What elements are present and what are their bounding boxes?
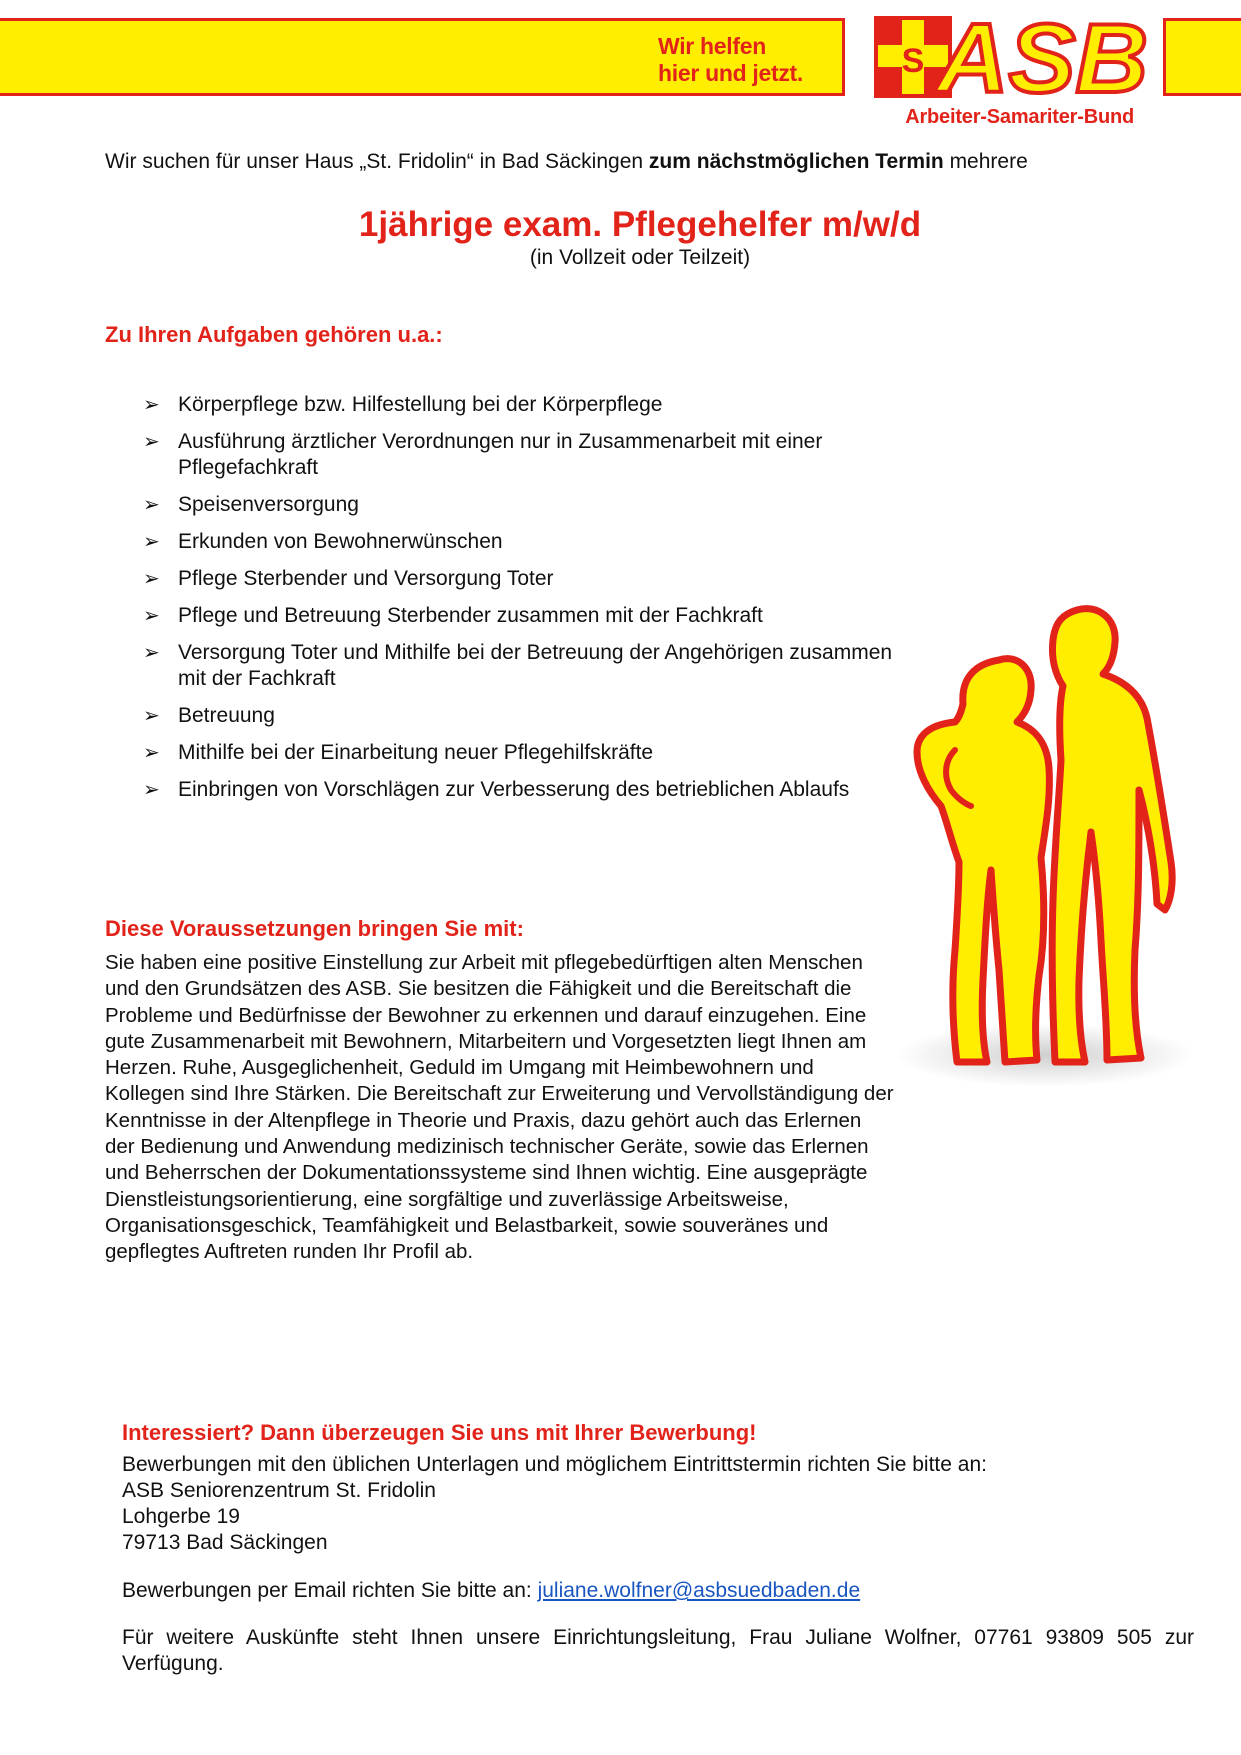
task-item [143,429,923,481]
header-yellow-bar-right [1163,18,1241,96]
tasks-heading: Zu Ihren Aufgaben gehören u.a.: [105,322,443,347]
task-text: Versorgung Toter und Mithilfe bei der Betreuung der Angehörigen zusammen mit der Fachkraft [178,641,893,690]
intro-part-2: mehrere [943,150,1028,173]
arrow-bullet-icon: ➢ [143,779,160,801]
intro-text [105,150,1028,174]
email-prefix: Bewerbungen per Email richten Sie bitte an: [122,1579,538,1602]
task-text: Mithilfe bei der Einarbeitung neuer Pflegehilfskräfte [178,741,654,764]
contact-line-1: Bewerbungen mit den üblichen Unterlagen und möglichem Eintrittstermin richten Sie bitte an: [122,1453,987,1476]
slogan-line-2: hier und jetzt. [658,60,804,86]
arrow-bullet-icon: ➢ [143,531,160,553]
task-item [143,640,923,692]
contact-heading: Interessiert? Dann überzeugen Sie uns mit Ihrer Bewerbung! [122,1420,757,1445]
task-item [143,566,923,592]
arrow-bullet-icon: ➢ [143,705,160,727]
contact-email-line [122,1578,1194,1604]
contact-city: 79713 Bad Säckingen [122,1531,328,1554]
task-item [143,492,923,518]
job-subtitle: (in Vollzeit oder Teilzeit) [529,246,751,269]
task-item [143,777,923,803]
task-text: Ausführung ärztlicher Verordnungen nur in Zusammenarbeit mit einer Pflegefachkraft [178,430,823,479]
org-name: Arbeiter-Samariter-Bund [905,106,1134,128]
task-text: Pflege und Betreuung Sterbender zusammen mit der Fachkraft [178,604,763,627]
job-title: 1jährige exam. Pflegehelfer m/w/d [358,205,922,244]
arrow-bullet-icon: ➢ [143,431,160,453]
requirements-heading: Diese Voraussetzungen bringen Sie mit: [105,916,524,941]
slogan-line-1: Wir helfen [658,33,766,59]
task-list [143,392,923,814]
contact-info: Für weitere Auskünfte steht Ihnen unsere Einrichtungsleitung, Frau Juliane Wolfner, 07761 93809 505 zur Verfügung. [122,1626,1194,1675]
people-silhouette-icon [895,600,1195,1090]
task-item [143,703,923,729]
task-item [143,603,923,629]
logo-text: ASB [932,14,1148,100]
arrow-bullet-icon: ➢ [143,394,160,416]
requirements-text: Sie haben eine positive Einstellung zur Arbeit mit pflegebedürftigen alten Menschen und den Grundsätzen des ASB. Sie besitzen die Fähigkeit und die Bereitschaft die Probleme und Bedürfnisse der Bewohner zu erkennen und darauf einzugehen. Eine gute Zusammenarbeit mit Bewohnern, Mitarbeitern und Vorgesetzten liegt Ihnen am Herzen. Ruhe, Ausgeglichenheit, Geduld im Umgang mit Heimbewohnern und Kollegen sind Ihre Stärken. Die Bereitschaft zur Erweiterung und Vervollständigung der Kenntnisse in der Altenpflege in Theorie und Praxis, dazu gehört auch das Erlernen der Bedienung und Anwendung medizinisch technischer Geräte, sowie das Erlernen und Beherrschen der Dokumentationssysteme sind Ihnen wichtig. Eine ausgeprägte Dienstleistungsorientierung, eine sorgfältige und zuverlässige Arbeitsweise, Organisationsgeschick, Teamfähigkeit und Belastbarkeit, sowie souveränes und gepflegtes Auftreten runden Ihr Profil ab. [105,951,894,1264]
email-link[interactable]: juliane.wolfner@asbsuedbaden.de [537,1579,861,1602]
asb-logo [872,14,1154,100]
task-item [143,740,923,766]
arrow-bullet-icon: ➢ [143,568,160,590]
contact-section [122,1420,1194,1677]
intro-bold: zum nächstmöglichen Termin [648,150,944,173]
task-text: Pflege Sterbender und Versorgung Toter [178,567,554,590]
task-item [143,392,923,418]
task-text: Körperpflege bzw. Hilfestellung bei der Körperpflege [178,393,663,416]
cross-letter: S [901,42,925,80]
task-text: Betreuung [178,704,275,727]
arrow-bullet-icon: ➢ [143,494,160,516]
task-item [143,529,923,555]
header-slogan [658,33,803,87]
intro-part-1: Wir suchen für unser Haus „St. Fridolin“ in Bad Säckingen [105,150,649,173]
task-text: Speisenversorgung [178,493,359,516]
arrow-bullet-icon: ➢ [143,742,160,764]
task-text: Erkunden von Bewohnerwünschen [178,530,503,553]
arrow-bullet-icon: ➢ [143,605,160,627]
task-text: Einbringen von Vorschlägen zur Verbesserung des betrieblichen Ablaufs [178,778,850,801]
contact-street: Lohgerbe 19 [122,1505,240,1528]
arrow-bullet-icon: ➢ [143,642,160,664]
contact-org: ASB Seniorenzentrum St. Fridolin [122,1479,436,1502]
